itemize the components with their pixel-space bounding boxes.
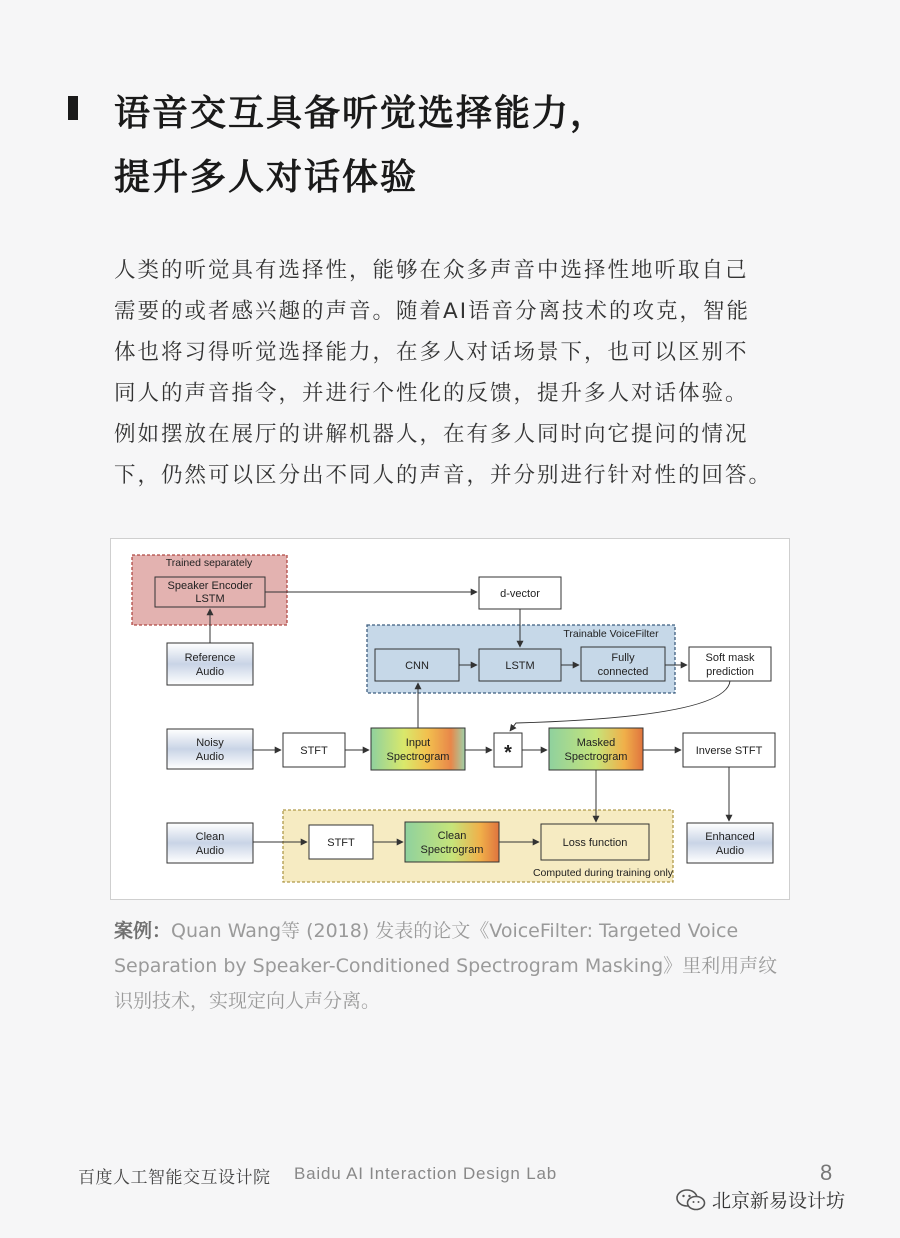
body-line: 体也将习得听觉选择能力，在多人对话场景下，也可以区别不 (114, 340, 749, 365)
node-masked-spectrogram (549, 728, 643, 770)
watermark-text: 北京新易设计坊 (712, 1190, 846, 1212)
node-label: LSTM (195, 593, 225, 605)
watermark (676, 1186, 845, 1213)
node-label: LSTM (505, 660, 535, 672)
heading-line-2: 提升多人对话体验 (114, 157, 419, 198)
node-clean-spectrogram (405, 822, 499, 862)
caption-line-2: Separation by Speaker-Conditioned Spectrogram Masking》里利用声纹 (114, 955, 778, 977)
node-noisy-audio (167, 729, 253, 769)
page-number: 8 (820, 1160, 833, 1185)
node-label: Input (405, 737, 431, 749)
caption-text: Quan Wang等 (2018) 发表的论文《VoiceFilter: Targeted Voice (171, 920, 739, 942)
node-enhanced-audio (687, 823, 773, 863)
footer-lab-name: Baidu AI Interaction Design Lab (294, 1164, 557, 1183)
group-label-voicefilter: Trainable VoiceFilter (563, 628, 659, 640)
heading-line-1: 语音交互具备听觉选择能力， (114, 93, 609, 134)
node-label: Masked (576, 737, 616, 749)
voicefilter-diagram (110, 538, 790, 900)
group-label-training: Computed during training only (532, 867, 674, 879)
body-paragraph (114, 250, 794, 496)
node-label: Audio (195, 845, 225, 857)
node-label: Loss function (562, 837, 628, 849)
group-label-trained: Trained separately (165, 557, 253, 569)
node-label: Clean (437, 830, 467, 842)
node-label: Noisy (196, 737, 224, 749)
node-input-spectrogram (371, 728, 465, 770)
footer-org-name: 百度人工智能交互设计院 (78, 1168, 271, 1188)
node-label: Audio (195, 666, 225, 678)
node-label: STFT (300, 745, 328, 757)
node-label: Spectrogram (420, 844, 484, 856)
node-label: CNN (405, 660, 429, 672)
node-label: Speaker Encoder (167, 580, 253, 592)
node-label: Inverse STFT (695, 745, 763, 757)
node-label: * (504, 742, 512, 764)
node-label: Clean (195, 831, 225, 843)
caption-line-1 (114, 914, 794, 949)
caption-line-3: 识别技术，实现定向人声分离。 (114, 990, 381, 1012)
node-label: Audio (715, 845, 745, 857)
caption-label: 案例： (114, 920, 172, 942)
body-line: 同人的声音指令，并进行个性化的反馈，提升多人对话体验。 (114, 381, 749, 406)
node-reference-audio (167, 643, 253, 685)
heading-marker (68, 96, 78, 120)
node-label: Spectrogram (564, 751, 628, 763)
body-line: 例如摆放在展厅的讲解机器人，在有多人同时向它提问的情况 (114, 422, 749, 447)
node-label: Spectrogram (386, 751, 450, 763)
node-label: Fully (611, 652, 635, 664)
node-clean-audio (167, 823, 253, 863)
wechat-icon (676, 1188, 706, 1212)
node-label: Soft mask (705, 652, 755, 664)
body-line: 人类的听觉具有选择性，能够在众多声音中选择性地听取自己 (114, 258, 749, 283)
section-heading (114, 82, 608, 210)
figure-caption (114, 914, 794, 1019)
node-label: prediction (706, 666, 754, 678)
node-label: connected (597, 666, 649, 678)
diagram-canvas (111, 539, 789, 899)
node-label: Reference (184, 652, 236, 664)
node-label: d-vector (500, 588, 540, 600)
node-label: STFT (327, 837, 355, 849)
body-line: 下，仍然可以区分出不同人的声音，并分别进行针对性的回答。 (114, 463, 773, 488)
node-label: Enhanced (705, 831, 755, 843)
body-line: 需要的或者感兴趣的声音。随着AI语音分离技术的攻克，智能 (114, 299, 751, 324)
node-label: Audio (195, 751, 225, 763)
